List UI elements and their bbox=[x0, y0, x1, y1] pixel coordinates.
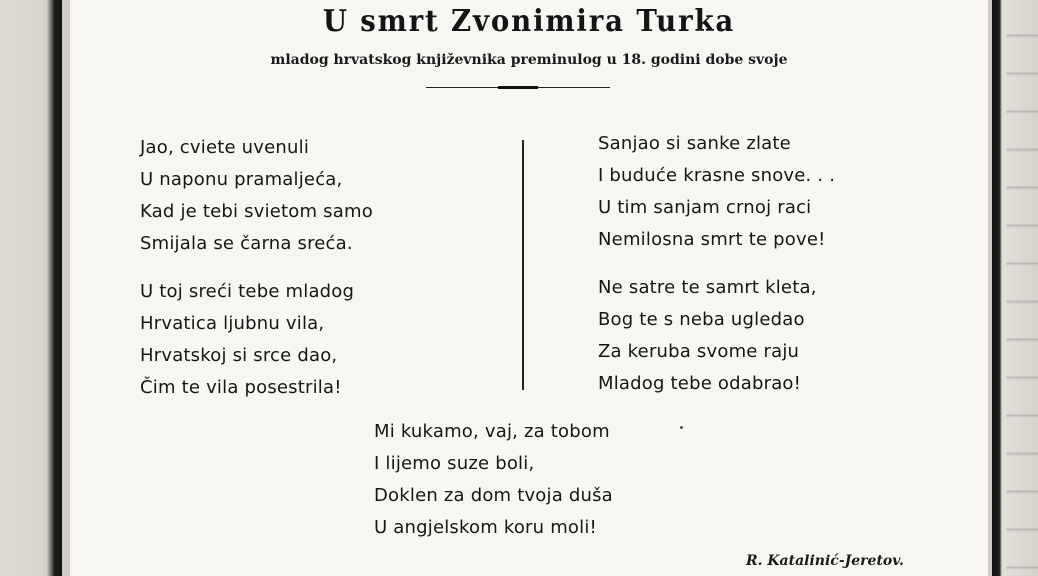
printed-page bbox=[70, 0, 988, 576]
verse-line: Sanjao si sanke zlate bbox=[598, 133, 791, 154]
poem-title: U smrt Zvonimira Turka bbox=[322, 4, 736, 39]
verse-line: Hrvatica ljubnu vila, bbox=[140, 313, 325, 334]
verse-line: Mladog tebe odabrao! bbox=[598, 373, 802, 394]
verse-line: U angjelskom koru moli! bbox=[374, 517, 597, 538]
print-speck bbox=[680, 426, 683, 429]
verse-line: I buduće krasne snove. . . bbox=[598, 165, 836, 186]
left-border bbox=[0, 0, 62, 576]
verse-line: Smijala se čarna sreća. bbox=[140, 233, 353, 254]
poem-subtitle: mladog hrvatskog književnika preminulog u 18. godini dobe svoje bbox=[270, 52, 788, 68]
author-signature: R. Katalinić-Jeretov. bbox=[746, 553, 904, 569]
verse-line: I lijemo suze boli, bbox=[374, 453, 535, 474]
verse-line: U naponu pramaljeća, bbox=[140, 169, 343, 190]
stanza-closing bbox=[374, 416, 613, 544]
verse-line: Kad je tebi svietom samo bbox=[140, 201, 373, 222]
stanza-left-1 bbox=[140, 132, 373, 260]
column-divider bbox=[522, 140, 524, 390]
adjacent-page-edge bbox=[1006, 0, 1038, 576]
verse-line: Hrvatskoj si srce dao, bbox=[140, 345, 338, 366]
verse-line: Čim te vila posestrila! bbox=[140, 377, 342, 398]
stanza-right-1 bbox=[598, 128, 835, 256]
verse-line: U tim sanjam crnoj raci bbox=[598, 197, 812, 218]
verse-line: Bog te s neba ugledao bbox=[598, 309, 805, 330]
verse-line: Ne satre te samrt kleta, bbox=[598, 277, 817, 298]
verse-line: Za keruba svome raju bbox=[598, 341, 800, 362]
stanza-right-2 bbox=[598, 272, 817, 400]
verse-line: U toj sreći tebe mladog bbox=[140, 281, 355, 302]
verse-line: Mi kukamo, vaj, za tobom bbox=[374, 421, 610, 442]
verse-line: Doklen za dom tvoja duša bbox=[374, 485, 613, 506]
verse-line: Nemilosna smrt te pove! bbox=[598, 229, 826, 250]
verse-line: Jao, cviete uvenuli bbox=[140, 137, 310, 158]
stanza-left-2 bbox=[140, 276, 354, 404]
title-rule-center bbox=[498, 86, 538, 89]
